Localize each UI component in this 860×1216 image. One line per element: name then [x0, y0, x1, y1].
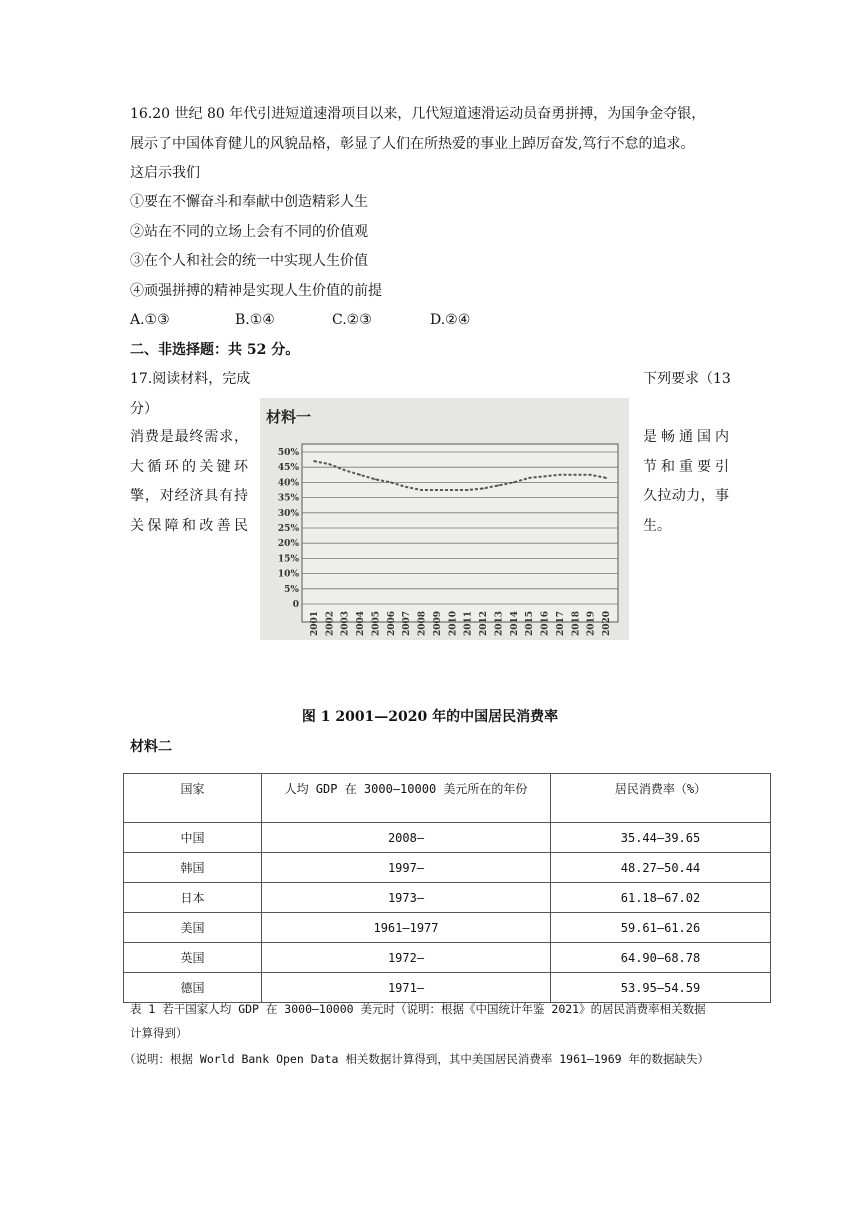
cell-year: 1997— — [262, 853, 551, 883]
cell-country: 美国 — [124, 913, 262, 943]
option-c: C.②③ — [332, 312, 372, 328]
x-tick-label: 2011 — [463, 610, 474, 636]
q17-right-line-1: 是畅通国内 — [643, 429, 729, 445]
cell-rate: 53.95—54.59 — [551, 973, 771, 1003]
data-point — [313, 460, 315, 462]
cell-rate: 59.61—61.26 — [551, 913, 771, 943]
section-heading: 二、非选择题：共 52 分。 — [130, 342, 300, 358]
q17-score-tail: 分） — [130, 401, 158, 417]
table-row — [124, 943, 771, 973]
x-tick-label: 2009 — [432, 610, 443, 636]
header-rate: 居民消费率（%） — [551, 774, 771, 823]
consumption-table — [123, 773, 771, 1003]
y-tick-label: 45% — [277, 463, 299, 474]
chart-photo — [260, 398, 629, 640]
cell-country: 英国 — [124, 943, 262, 973]
table-note-2: 计算得到） — [130, 1026, 188, 1040]
q16-statement-2: ②站在不同的立场上会有不同的价值观 — [130, 224, 368, 240]
q17-right-column — [643, 423, 729, 541]
data-point — [513, 482, 515, 484]
cell-country: 德国 — [124, 973, 262, 1003]
data-point — [482, 488, 484, 490]
cell-rate: 61.18—67.02 — [551, 883, 771, 913]
q16-statement-3: ③在个人和社会的统一中实现人生价值 — [130, 253, 368, 269]
material2-label: 材料二 — [130, 739, 172, 755]
x-tick-label: 2014 — [509, 610, 520, 636]
table-body — [124, 823, 771, 1003]
cell-country: 日本 — [124, 883, 262, 913]
x-tick-label: 2002 — [325, 610, 336, 636]
x-tick-label: 2016 — [540, 610, 551, 636]
option-a: A.①③ — [130, 312, 170, 328]
y-tick-label: 25% — [277, 524, 299, 534]
data-point — [451, 489, 453, 491]
x-tick-label: 2017 — [555, 610, 566, 636]
table-row — [124, 973, 771, 1003]
data-point — [421, 489, 423, 491]
header-year: 人均 GDP 在 3000—10000 美元所在的年份 — [262, 774, 551, 823]
x-tick-label: 2012 — [479, 610, 490, 636]
consumption-rate-chart — [260, 398, 629, 640]
cell-year: 1961—1977 — [262, 913, 551, 943]
table-row — [124, 913, 771, 943]
data-point — [574, 474, 576, 476]
x-tick-label: 2004 — [356, 610, 367, 636]
option-b: B.①④ — [235, 312, 275, 328]
x-tick-label: 2010 — [448, 610, 459, 636]
y-tick-labels — [278, 448, 300, 610]
y-tick-label: 30% — [277, 508, 299, 519]
x-tick-label: 2015 — [525, 610, 536, 636]
y-tick-label: 40% — [277, 478, 299, 489]
table-row — [124, 823, 771, 853]
q17-right-line-3: 久拉动力，事 — [643, 488, 729, 504]
cell-year: 1972— — [262, 943, 551, 973]
q17-right-line-4: 生。 — [643, 517, 671, 534]
header-country: 国家 — [124, 774, 262, 823]
q16-stem-line-3: 这启示我们 — [130, 165, 200, 181]
cell-country: 中国 — [124, 823, 262, 853]
table-note-3: （说明：根据 World Bank Open Data 相关数据计算得到，其中美国居民消费率 1961—1969 年的数据缺失） — [124, 1052, 709, 1066]
table-note-1: 表 1 若干国家人均 GDP 在 3000—10000 美元时（说明：根据《中国统计年鉴 2021》的居民消费率相关数据 — [130, 1002, 706, 1016]
cell-country: 韩国 — [124, 853, 262, 883]
table-row — [124, 883, 771, 913]
y-tick-label: 0 — [292, 600, 299, 610]
y-tick-label: 50% — [277, 448, 299, 458]
x-tick-label: 2018 — [571, 610, 582, 636]
data-point — [359, 474, 361, 476]
data-point — [498, 485, 500, 487]
data-point — [544, 475, 546, 477]
x-tick-label: 2006 — [386, 610, 397, 636]
y-tick-label: 20% — [277, 539, 299, 550]
data-point — [375, 478, 377, 480]
cell-year: 1971— — [262, 973, 551, 1003]
figure-caption: 图 1 2001—2020 年的中国居民消费率 — [301, 709, 559, 725]
y-tick-label: 10% — [277, 569, 299, 580]
q16-options — [130, 310, 470, 330]
cell-rate: 35.44—39.65 — [551, 823, 771, 853]
x-tick-label: 2019 — [586, 610, 597, 636]
cell-rate: 48.27—50.44 — [551, 853, 771, 883]
q17-intro-right: 下列要求（13 — [643, 371, 731, 387]
table-row — [124, 853, 771, 883]
y-tick-label: 15% — [277, 554, 299, 565]
y-tick-label: 35% — [277, 493, 299, 504]
data-point — [605, 477, 607, 479]
q17-left-line-4: 关保障和改善民 — [130, 517, 248, 534]
x-tick-label: 2008 — [417, 610, 428, 636]
q16-stem-line-2: 展示了中国体育健儿的风貌品格，彰显了人们在所热爱的事业上踔厉奋发,笃行不怠的追求。 — [130, 136, 695, 152]
table-header-row — [124, 774, 771, 823]
q17-left-column — [130, 423, 248, 541]
q17-intro-left: 17.阅读材料，完成 — [130, 371, 251, 387]
x-tick-label: 2003 — [340, 610, 351, 636]
q17-right-line-2: 节和重要引 — [643, 458, 729, 475]
q17-left-line-3: 擎，对经济具有持 — [130, 488, 248, 504]
data-point — [328, 463, 330, 465]
x-tick-label: 2013 — [494, 610, 505, 636]
x-tick-label: 2001 — [310, 610, 320, 636]
data-point — [390, 482, 392, 484]
q17-left-line-2: 大循环的关键环 — [130, 458, 248, 475]
data-point — [590, 474, 592, 476]
q16-stem-line-1: 16.20 世纪 80 年代引进短道速滑项目以来，几代短道速滑运动员奋勇拼搏，为国争金夺银， — [130, 106, 706, 122]
cell-year: 1973— — [262, 883, 551, 913]
q16-statement-1: ①要在不懈奋斗和奉献中创造精彩人生 — [130, 194, 368, 210]
chart-title: 材料一 — [266, 408, 312, 426]
x-tick-label: 2020 — [602, 610, 612, 636]
data-point — [436, 489, 438, 491]
data-point — [528, 477, 530, 479]
data-point — [559, 474, 561, 476]
x-tick-label: 2005 — [371, 610, 382, 636]
data-point — [467, 489, 469, 491]
cell-rate: 64.90—68.78 — [551, 943, 771, 973]
data-point — [405, 486, 407, 488]
q16-statement-4: ④顽强拼搏的精神是实现人生价值的前提 — [130, 283, 382, 299]
y-tick-label: 5% — [284, 584, 299, 595]
cell-year: 2008— — [262, 823, 551, 853]
option-d: D.②④ — [430, 312, 471, 328]
x-tick-label: 2007 — [402, 610, 413, 636]
data-point — [344, 469, 346, 471]
q17-left-line-1: 消费是最终需求， — [130, 429, 248, 445]
